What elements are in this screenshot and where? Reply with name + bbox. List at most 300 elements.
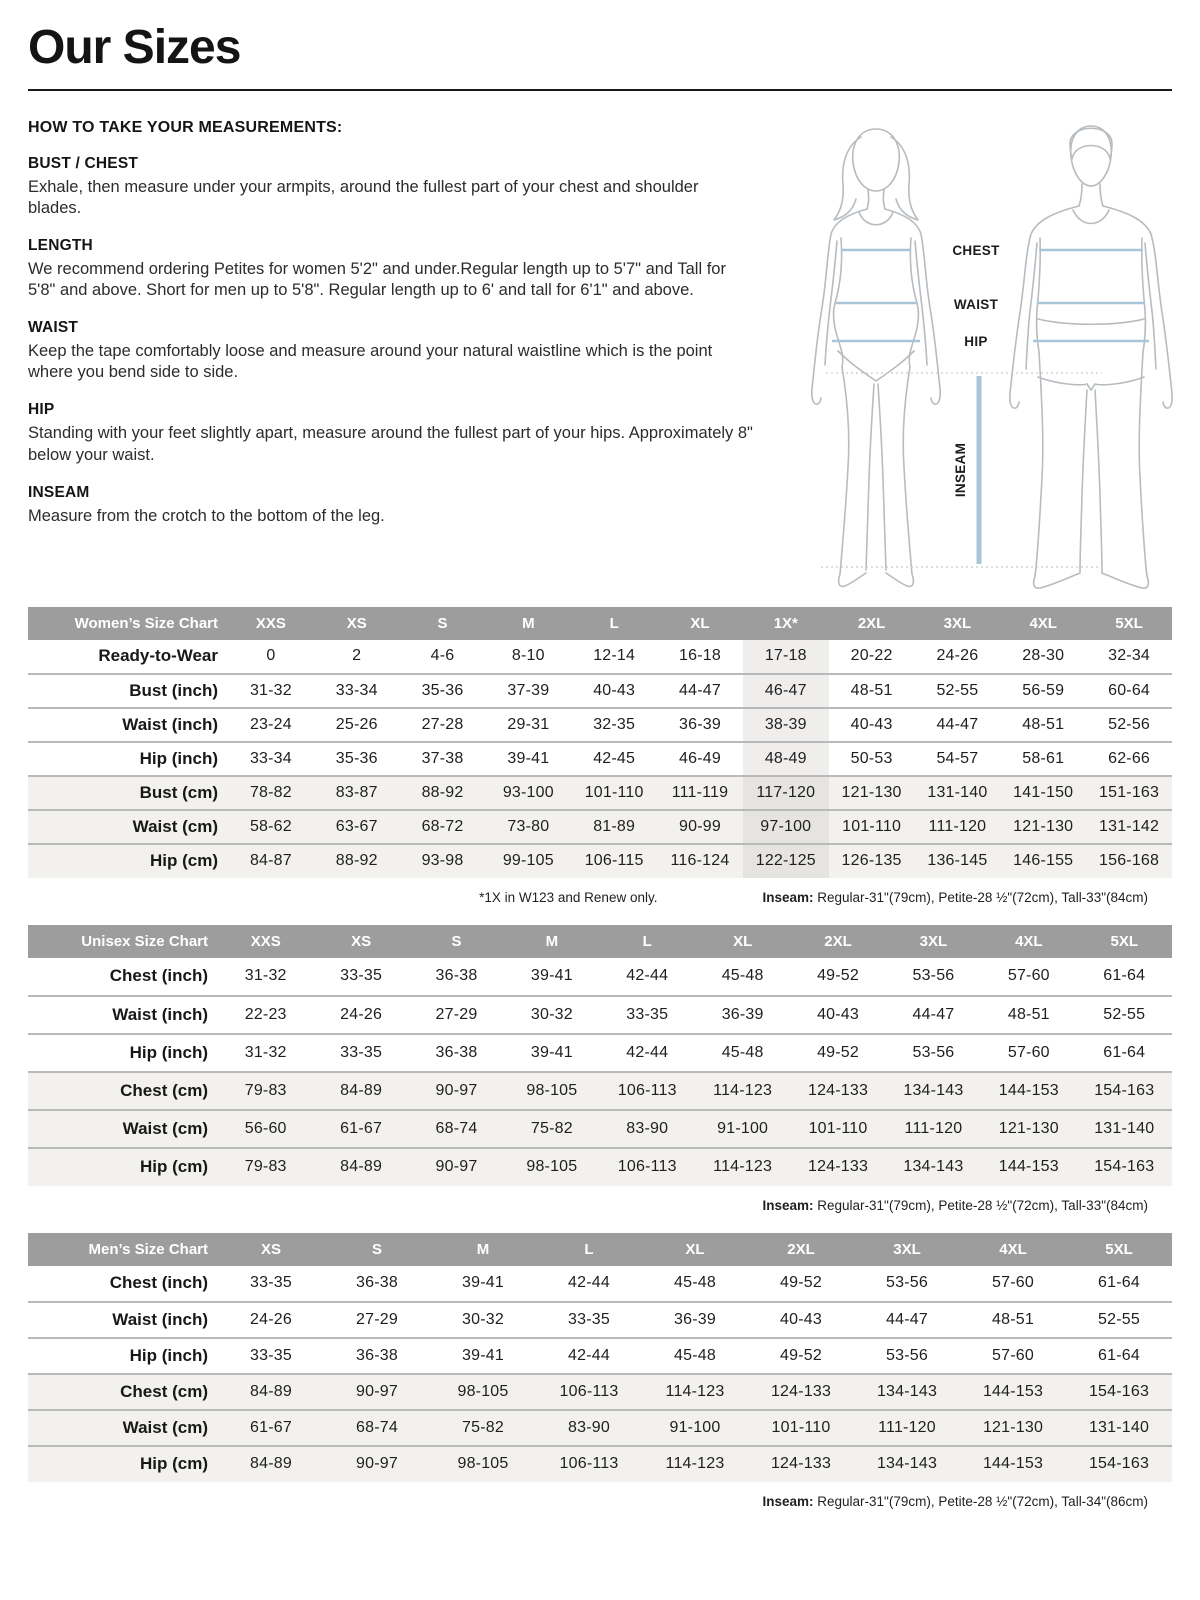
row-label: Waist (cm) [28,810,228,844]
table-cell: 154-163 [1077,1072,1172,1110]
table-cell: 39-41 [462,1274,504,1292]
column-header: XXS [228,607,314,640]
table-cell: 32-34 [1108,647,1151,665]
table-cell: 62-66 [1108,749,1151,767]
table-row [28,742,1172,776]
column-header: XS [218,1233,324,1266]
table-cell: 22-23 [244,1005,287,1023]
table-row [28,1446,1172,1482]
table-cell: 23-24 [249,715,292,733]
table-cell: 84-89 [313,1072,408,1110]
table-cell: 57-60 [992,1274,1034,1292]
table-cell: 45-48 [721,967,764,985]
table-cell: 44-47 [679,681,721,699]
table-cell: 68-74 [324,1410,430,1446]
table-cell: 37-39 [507,681,550,699]
table-cell: 44-47 [886,1310,928,1328]
unisex-size-chart [28,925,1172,1213]
column-header: M [504,925,599,958]
column-header: 2XL [790,925,885,958]
column-header: S [400,607,486,640]
table-cell: 45-48 [674,1346,716,1364]
table-cell: 111-120 [915,810,1001,844]
row-label: Waist (inch) [112,1004,208,1024]
table-cell: 61-67 [313,1110,408,1148]
table-cell: 106-113 [536,1446,642,1482]
column-header: 3XL [915,607,1001,640]
table-cell: 48-51 [850,681,893,699]
table-row [28,776,1172,810]
table-cell: 57-60 [1007,967,1050,985]
table-cell: 58-62 [228,810,314,844]
table-cell: 101-110 [790,1110,885,1148]
table-cell: 84-89 [313,1148,408,1186]
table-cell: 20-22 [850,647,893,665]
table-cell: 81-89 [571,810,657,844]
section-hip [28,401,786,465]
table-cell: 36-39 [721,1005,764,1023]
title-divider [28,89,1172,91]
table-cell: 93-100 [485,776,571,810]
column-header: 4XL [960,1233,1066,1266]
table-cell: 49-52 [817,967,859,985]
column-header: 5XL [1077,925,1172,958]
table-cell: 2 [352,647,362,665]
table-cell: 42-44 [626,1043,669,1061]
table-cell: 49-52 [817,1043,859,1061]
table-cell: 114-123 [695,1072,790,1110]
table-cell: 121-130 [960,1410,1066,1446]
table-cell: 68-72 [400,810,486,844]
table-cell: 73-80 [485,810,571,844]
table-cell: 154-163 [1066,1374,1172,1410]
table-cell: 32-35 [593,715,636,733]
table-cell: 98-105 [430,1446,536,1482]
table-cell: 154-163 [1066,1446,1172,1482]
table-cell: 36-38 [356,1346,398,1364]
table-cell: 56-59 [1022,681,1065,699]
table-cell: 98-105 [430,1374,536,1410]
table-row [28,674,1172,708]
table-cell: 91-100 [695,1110,790,1148]
table-cell: 33-35 [250,1274,292,1292]
table-cell: 24-26 [340,1005,383,1023]
table-cell: 4-6 [430,647,455,665]
table-cell: 48-49 [743,742,829,776]
table-cell: 29-31 [507,715,550,733]
table-cell: 58-61 [1022,749,1065,767]
table-cell: 0 [266,647,276,665]
table-cell: 39-41 [530,1043,573,1061]
table-cell: 61-67 [218,1410,324,1446]
footnote-inseam: Inseam: Regular-31"(79cm), Petite-28 ½"(72cm), Tall-34"(86cm) [762,1493,1148,1509]
section-title: WAIST [28,319,79,337]
table-cell: 36-39 [679,715,721,733]
table-cell: 124-133 [790,1148,885,1186]
table-cell: 17-18 [743,640,829,674]
table-title: Unisex Size Chart [28,925,218,958]
row-label: Hip (inch) [129,1345,208,1365]
column-header: 4XL [1000,607,1086,640]
table-cell: 53-56 [912,1043,955,1061]
table-cell: 131-140 [1066,1410,1172,1446]
row-label: Waist (inch) [122,714,218,734]
womens-size-chart [28,607,1172,905]
table-cell: 31-32 [244,1043,287,1061]
table-cell: 61-64 [1098,1346,1140,1364]
table-cell: 131-142 [1086,810,1172,844]
table-cell: 42-44 [568,1346,610,1364]
table-cell: 52-55 [936,681,979,699]
table-row [28,844,1172,878]
table-cell: 84-87 [228,844,314,878]
column-header: XXS [218,925,313,958]
table-cell: 151-163 [1086,776,1172,810]
table-cell: 12-14 [593,647,636,665]
table-cell: 124-133 [748,1446,854,1482]
table-cell: 33-35 [250,1346,292,1364]
table-cell: 49-52 [780,1346,822,1364]
table-cell: 93-98 [400,844,486,878]
table-title: Men’s Size Chart [28,1233,218,1266]
table-cell: 124-133 [748,1374,854,1410]
table-row [28,1266,1172,1302]
table-footnote [28,1494,1172,1509]
table-cell: 28-30 [1022,647,1065,665]
table-cell: 106-113 [536,1374,642,1410]
table-row [28,1338,1172,1374]
table-cell: 146-155 [1000,844,1086,878]
table-cell: 48-51 [992,1310,1034,1328]
table-cell: 116-124 [657,844,743,878]
table-cell: 101-110 [748,1410,854,1446]
table-cell: 25-26 [335,715,378,733]
body-figures-illustration [786,113,1200,593]
table-cell: 144-153 [960,1446,1066,1482]
column-header: XS [313,925,408,958]
table-cell: 60-64 [1108,681,1151,699]
column-header: 4XL [981,925,1076,958]
table-cell: 36-38 [435,1043,478,1061]
table-cell: 53-56 [886,1346,928,1364]
table-cell: 84-89 [218,1446,324,1482]
table-cell: 83-90 [600,1110,695,1148]
column-header: XL [657,607,743,640]
table-cell: 144-153 [960,1374,1066,1410]
table-cell: 134-143 [886,1072,981,1110]
row-label: Bust (cm) [28,776,228,810]
section-waist [28,319,786,383]
table-cell: 39-41 [530,967,573,985]
table-cell: 57-60 [992,1346,1034,1364]
table-row [28,708,1172,742]
table-cell: 24-26 [936,647,979,665]
table-cell: 61-64 [1098,1274,1140,1292]
table-cell: 33-35 [340,967,383,985]
table-cell: 90-99 [657,810,743,844]
table-cell: 40-43 [850,715,893,733]
column-header: L [571,607,657,640]
table-row [28,1148,1172,1186]
table-cell: 61-64 [1103,1043,1146,1061]
table-cell: 8-10 [511,647,545,665]
table-cell: 48-51 [1022,715,1065,733]
section-bust-chest [28,155,786,219]
footnote-note: *1X in W123 and Renew only. [479,889,658,905]
row-label: Bust (inch) [129,680,218,700]
table-cell: 39-41 [462,1346,504,1364]
table-cell: 52-55 [1098,1310,1140,1328]
table-cell: 38-39 [743,708,829,742]
table-cell: 124-133 [790,1072,885,1110]
table-footnote [28,1198,1172,1213]
table-cell: 40-43 [780,1310,822,1328]
table-cell: 114-123 [695,1148,790,1186]
row-label: Chest (cm) [28,1072,218,1110]
table-cell: 75-82 [430,1410,536,1446]
column-header: 3XL [854,1233,960,1266]
section-body: Keep the tape comfortably loose and measure around your natural waistline which is the point where you bend side to side. [28,342,713,382]
table-cell: 90-97 [324,1446,430,1482]
table-row [28,1374,1172,1410]
table-cell: 136-145 [915,844,1001,878]
table-cell: 27-29 [435,1005,478,1023]
table-cell: 30-32 [462,1310,504,1328]
column-header: 1X* [743,607,829,640]
table-row [28,958,1172,996]
table-cell: 54-57 [936,749,979,767]
table-cell: 90-97 [409,1148,504,1186]
table-cell: 101-110 [829,810,915,844]
table-cell: 141-150 [1000,776,1086,810]
row-label: Hip (inch) [139,748,218,768]
intro-section [28,119,1172,593]
table-cell: 33-34 [335,681,378,699]
table-cell: 134-143 [854,1374,960,1410]
table-cell: 88-92 [400,776,486,810]
column-header: 3XL [886,925,981,958]
table-cell: 131-140 [915,776,1001,810]
table-cell: 114-123 [642,1446,748,1482]
table-footnote [28,890,1172,905]
table-cell: 40-43 [817,1005,859,1023]
section-body: Measure from the crotch to the bottom of the leg. [28,506,385,525]
table-cell: 36-38 [435,967,478,985]
footnote-inseam: Inseam: Regular-31"(79cm), Petite-28 ½"(72cm), Tall-33"(84cm) [762,1197,1148,1213]
table-cell: 111-120 [854,1410,960,1446]
table-row [28,1034,1172,1072]
table-cell: 31-32 [249,681,292,699]
column-header: 2XL [748,1233,854,1266]
table-cell: 48-51 [1007,1005,1050,1023]
table-cell: 84-89 [218,1374,324,1410]
table-cell: 39-41 [507,749,550,767]
table-cell: 46-47 [743,674,829,708]
row-label: Hip (inch) [129,1042,208,1062]
table-cell: 57-60 [1007,1043,1050,1061]
section-inseam [28,484,786,527]
table-cell: 53-56 [912,967,955,985]
row-label: Waist (cm) [28,1110,218,1148]
column-header: 5XL [1066,1233,1172,1266]
column-header: S [324,1233,430,1266]
hip-diagram-label: HIP [964,333,988,349]
row-label: Hip (cm) [28,1148,218,1186]
table-cell: 33-34 [249,749,292,767]
table-row [28,1072,1172,1110]
table-cell: 98-105 [504,1072,599,1110]
table-cell: 90-97 [409,1072,504,1110]
column-header: M [430,1233,536,1266]
size-table [28,607,1172,878]
table-cell: 44-47 [912,1005,955,1023]
table-cell: 52-55 [1103,1005,1146,1023]
table-cell: 83-87 [314,776,400,810]
table-cell: 50-53 [850,749,893,767]
table-cell: 36-39 [674,1310,716,1328]
row-label: Chest (cm) [28,1374,218,1410]
table-cell: 114-123 [642,1374,748,1410]
table-cell: 33-35 [340,1043,383,1061]
table-cell: 33-35 [626,1005,669,1023]
table-cell: 35-36 [335,749,378,767]
table-cell: 33-35 [568,1310,610,1328]
table-cell: 42-45 [593,749,636,767]
column-header: S [409,925,504,958]
table-cell: 111-119 [657,776,743,810]
table-cell: 88-92 [314,844,400,878]
column-header: XL [642,1233,748,1266]
table-cell: 42-44 [626,967,669,985]
section-title: INSEAM [28,483,90,501]
table-row [28,640,1172,674]
size-charts [28,607,1172,1509]
table-cell: 101-110 [571,776,657,810]
waist-diagram-label: WAIST [953,296,999,312]
table-cell: 44-47 [936,715,979,733]
section-title: LENGTH [28,237,93,255]
table-cell: 75-82 [504,1110,599,1148]
table-cell: 53-56 [886,1274,928,1292]
table-cell: 117-120 [743,776,829,810]
table-cell: 144-153 [981,1148,1076,1186]
row-label: Hip (cm) [28,1446,218,1482]
row-label: Waist (cm) [28,1410,218,1446]
table-cell: 49-52 [780,1274,822,1292]
table-cell: 45-48 [674,1274,716,1292]
table-row [28,810,1172,844]
table-cell: 90-97 [324,1374,430,1410]
table-row [28,1302,1172,1338]
section-title: BUST / CHEST [28,154,139,172]
table-cell: 111-120 [886,1110,981,1148]
table-cell: 144-153 [981,1072,1076,1110]
measurement-instructions [28,119,786,545]
inseam-diagram-label: INSEAM [953,442,968,497]
section-body: We recommend ordering Petites for women 5'2" and under.Regular length up to 5'7" and Tall for 5'8" and above. Short for men up to 5'8". Regular length up to 6' and tall for 6'1" and above. [28,260,726,300]
section-body: Standing with your feet slightly apart, measure around the fullest part of your hips. Approximately 8" below your waist. [28,424,753,464]
table-cell: 35-36 [421,681,464,699]
measurement-diagram [786,113,1200,593]
table-cell: 99-105 [485,844,571,878]
table-cell: 126-135 [829,844,915,878]
section-title: HIP [28,401,55,419]
table-cell: 42-44 [568,1274,610,1292]
chest-diagram-label: CHEST [952,242,1000,258]
table-cell: 63-67 [314,810,400,844]
table-cell: 78-82 [228,776,314,810]
table-title: Women’s Size Chart [28,607,228,640]
size-table [28,925,1172,1186]
table-cell: 97-100 [743,810,829,844]
table-cell: 106-115 [571,844,657,878]
row-label: Ready-to-Wear [98,646,218,666]
column-header: 2XL [829,607,915,640]
table-cell: 56-60 [218,1110,313,1148]
column-header: XS [314,607,400,640]
table-cell: 52-56 [1108,715,1151,733]
table-cell: 16-18 [679,647,721,665]
table-row [28,996,1172,1034]
row-label: Chest (inch) [109,966,208,986]
table-cell: 40-43 [593,681,636,699]
table-row [28,1410,1172,1446]
table-cell: 45-48 [721,1043,764,1061]
table-cell: 134-143 [854,1446,960,1482]
section-length [28,237,786,301]
table-cell: 31-32 [244,967,287,985]
table-cell: 131-140 [1077,1110,1172,1148]
row-label: Hip (cm) [28,844,228,878]
table-cell: 79-83 [218,1072,313,1110]
table-cell: 37-38 [421,749,464,767]
column-header: 5XL [1086,607,1172,640]
table-cell: 79-83 [218,1148,313,1186]
column-header: L [536,1233,642,1266]
table-cell: 98-105 [504,1148,599,1186]
section-body: Exhale, then measure under your armpits, around the fullest part of your chest and shoulder blades. [28,177,699,217]
table-cell: 24-26 [250,1310,292,1328]
row-label: Chest (inch) [109,1273,208,1293]
mens-size-chart [28,1233,1172,1509]
table-cell: 121-130 [981,1110,1076,1148]
table-cell: 156-168 [1086,844,1172,878]
table-cell: 46-49 [679,749,721,767]
table-cell: 121-130 [1000,810,1086,844]
footnote-inseam: Inseam: Regular-31"(79cm), Petite-28 ½"(72cm), Tall-33"(84cm) [762,889,1148,905]
table-cell: 36-38 [356,1274,398,1292]
row-label: Waist (inch) [112,1309,208,1329]
table-cell: 27-28 [421,715,464,733]
table-cell: 134-143 [886,1148,981,1186]
column-header: XL [695,925,790,958]
table-cell: 121-130 [829,776,915,810]
table-cell: 61-64 [1103,967,1146,985]
instructions-heading: HOW TO TAKE YOUR MEASUREMENTS: [28,118,343,136]
table-cell: 83-90 [536,1410,642,1446]
table-cell: 30-32 [530,1005,573,1023]
table-cell: 91-100 [642,1410,748,1446]
size-table [28,1233,1172,1482]
page-title: Our Sizes [28,21,241,74]
table-cell: 27-29 [356,1310,398,1328]
table-row [28,1110,1172,1148]
table-cell: 106-113 [600,1072,695,1110]
column-header: L [600,925,695,958]
table-cell: 122-125 [743,844,829,878]
column-header: M [485,607,571,640]
table-cell: 106-113 [600,1148,695,1186]
